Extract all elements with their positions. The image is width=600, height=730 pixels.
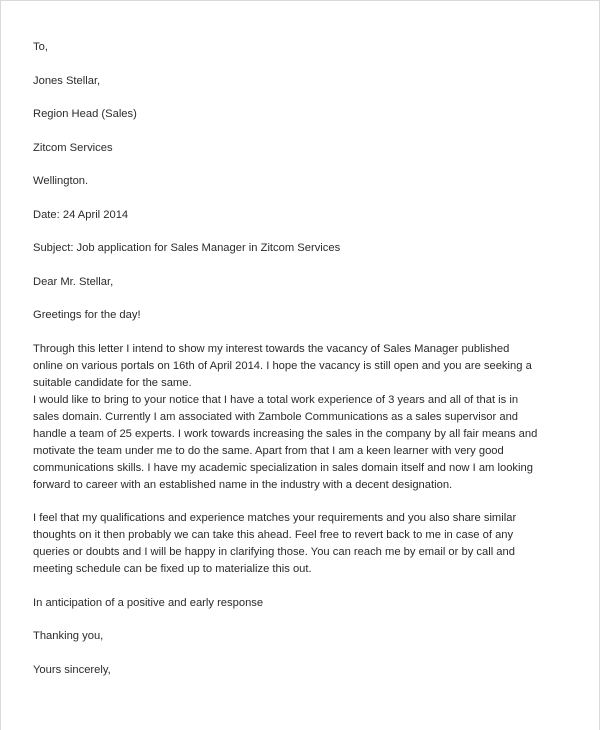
closing-line: In anticipation of a positive and early response (33, 596, 264, 609)
paragraph-3-line: meeting schedule can be fixed up to materialize this out. (33, 563, 312, 575)
letter-date: Date: 24 April 2014 (33, 208, 129, 221)
salutation-to: To, (33, 41, 48, 53)
thanks-line: Thanking you, (33, 630, 104, 642)
recipient-name: Jones Stellar, (33, 74, 101, 87)
letter-body (33, 39, 573, 695)
paragraph-2-line: handle a team of 25 experts. I work towards increasing the sales in the company by all fair means and (33, 427, 538, 440)
paragraph-1-line: Through this letter I intend to show my interest towards the vacancy of Sales Manager published (33, 342, 510, 355)
paragraph-3 (33, 510, 573, 578)
recipient-city: Wellington. (33, 175, 89, 187)
letter-opening: Greetings for the day! (33, 309, 141, 321)
paragraph-2 (33, 392, 573, 494)
paragraph-2-line: forward to career with an established name in the industry with a decent designation. (33, 478, 453, 491)
paragraph-3-line: queries or doubts and I will be happy in clarifying those. You can reach me by email or by call and (33, 546, 515, 558)
paragraph-1-line: online on various portals on 16th of April 2014. I hope the vacancy is still open and you are seeking a (33, 359, 532, 372)
paragraph-3-line: thoughts on it then probably we can take this ahead. Feel free to revert back to me in case of any (33, 529, 514, 541)
paragraph-2-line: motivate the team under me to do the same. Apart from that I am a keen learner with very good (33, 444, 504, 457)
letter-subject: Subject: Job application for Sales Manager in Zitcom Services (33, 242, 341, 254)
paragraph-3-line: I feel that my qualifications and experience matches your requirements and you also share similar (33, 512, 517, 524)
paragraph-2-line: I would like to bring to your notice that I have a total work experience of 3 years and all of that is in (33, 393, 519, 406)
signoff-line: Yours sincerely, (33, 663, 111, 676)
paragraph-2-line: sales domain. Currently I am associated with Zambole Communications as a sales supervisor and (33, 410, 519, 423)
paragraph-1 (33, 341, 573, 392)
recipient-title: Region Head (Sales) (33, 108, 137, 120)
paragraph-1-line: suitable candidate for the same. (33, 376, 192, 389)
recipient-company: Zitcom Services (33, 141, 113, 154)
letter-greeting: Dear Mr. Stellar, (33, 275, 114, 288)
paragraph-2-line: communications skills. I have my academic specialization in sales domain itself and now I am looking (33, 461, 533, 474)
